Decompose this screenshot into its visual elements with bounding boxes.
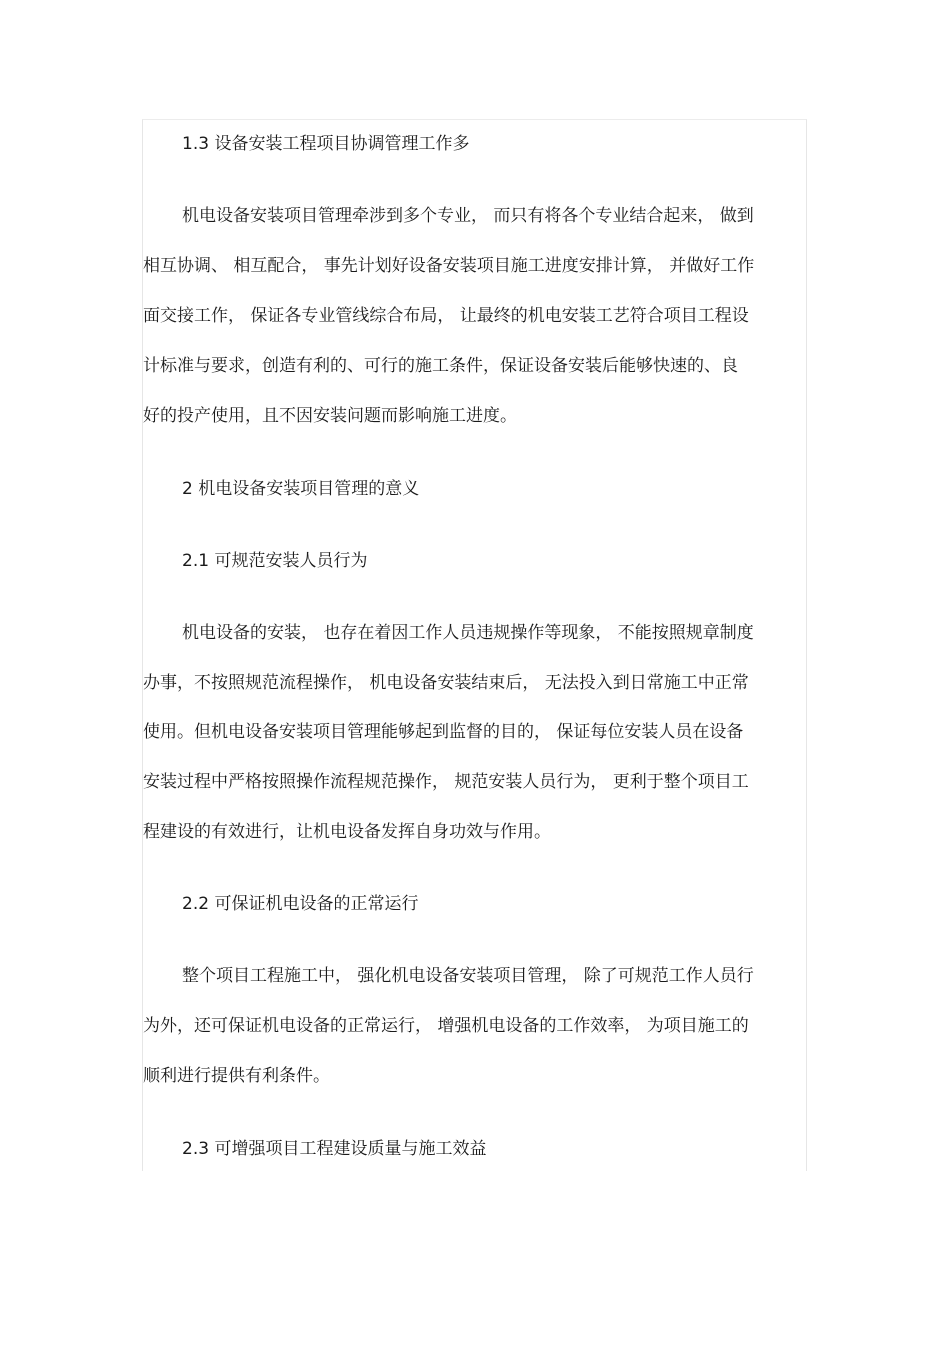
paragraph-line: 机电设备安装项目管理牵涉到多个专业， 而只有将各个专业结合起来， 做到 xyxy=(182,206,754,226)
paragraph-line: 整个项目工程施工中， 强化机电设备安装项目管理， 除了可规范工作人员行 xyxy=(182,966,754,986)
paragraph-line: 计标准与要求，创造有利的、可行的施工条件，保证设备安装后能够快速的、良 xyxy=(143,356,738,376)
document-page-frame xyxy=(142,119,807,1171)
paragraph-line: 机电设备的安装， 也存在着因工作人员违规操作等现象， 不能按照规章制度 xyxy=(182,623,754,643)
section-heading: 2.3 可增强项目工程建设质量与施工效益 xyxy=(182,1139,487,1159)
paragraph-line: 顺利进行提供有利条件。 xyxy=(143,1066,330,1086)
paragraph-line: 办事，不按照规范流程操作， 机电设备安装结束后， 无法投入到日常施工中正常 xyxy=(143,673,749,693)
paragraph-line: 好的投产使用，且不因安装问题而影响施工进度。 xyxy=(143,406,517,426)
paragraph-line: 面交接工作， 保证各专业管线综合布局， 让最终的机电安装工艺符合项目工程设 xyxy=(143,306,749,326)
section-heading: 2.2 可保证机电设备的正常运行 xyxy=(182,894,419,914)
paragraph-line: 使用。但机电设备安装项目管理能够起到监督的目的， 保证每位安装人员在设备 xyxy=(143,722,744,742)
section-heading: 2.1 可规范安装人员行为 xyxy=(182,551,368,571)
paragraph-line: 为外，还可保证机电设备的正常运行， 增强机电设备的工作效率， 为项目施工的 xyxy=(143,1016,749,1036)
section-heading: 2 机电设备安装项目管理的意义 xyxy=(182,479,420,499)
paragraph-line: 相互协调、 相互配合， 事先计划好设备安装项目施工进度安排计算， 并做好工作 xyxy=(143,256,755,276)
section-heading: 1.3 设备安装工程项目协调管理工作多 xyxy=(182,134,470,154)
paragraph-line: 程建设的有效进行，让机电设备发挥自身功效与作用。 xyxy=(143,822,551,842)
paragraph-line: 安装过程中严格按照操作流程规范操作， 规范安装人员行为， 更利于整个项目工 xyxy=(143,772,749,792)
